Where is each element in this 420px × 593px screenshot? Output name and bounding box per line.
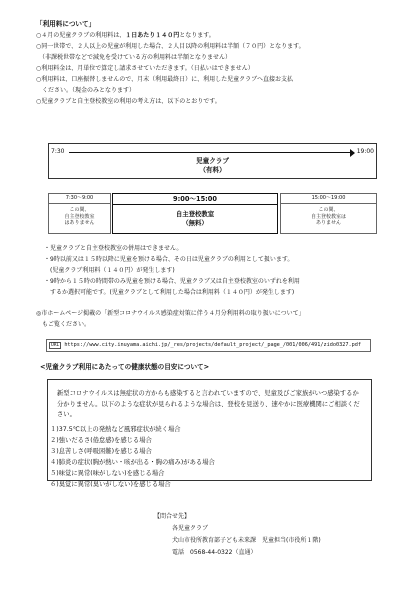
childcare-timeline xyxy=(48,143,377,179)
morning-box xyxy=(48,193,111,234)
symptom-item: ４)肺炎の症状(胸が熱い・咳が出る・胸の痛み)がある場合 xyxy=(50,459,215,466)
timeline-line xyxy=(69,152,354,153)
arrow-right-icon xyxy=(350,149,355,157)
health-title: <児童クラブ利用にあたっての健康状態の目安について> xyxy=(40,363,210,371)
morning-note: この間、 自主登校教室 はありません xyxy=(64,207,95,226)
timeline-label: 児童クラブ （有料） xyxy=(196,157,229,174)
timeline-end: 19:00 xyxy=(356,148,374,155)
contact-org: 各児童クラブ xyxy=(172,525,209,532)
url-tag: URL xyxy=(51,343,60,348)
fee-item: ください。（現金のみとなります） xyxy=(36,87,136,94)
afternoon-box xyxy=(280,193,377,234)
symptom-item: ６)臭覚に異常(臭いがしない)を感じる場合 xyxy=(50,481,171,488)
afternoon-time: 15:00〜19:00 xyxy=(281,194,376,204)
fee-item: （非課税世帯などで減免を受けている方の利用料は半額となりません） xyxy=(36,54,232,61)
usage-bullet: (児童クラブ利用料（１４０円）が発生します) xyxy=(44,267,175,274)
contact-phone: 電話 0568-44-0322（直通） xyxy=(172,549,257,556)
health-intro: 新型コロナウイルスは無症状の方からも感染すると言われていますので、児童及びご家族がいつ感染するか分かりません。以下のような症状が見られるような場合は、登校を見送り、速やかに医療機関にご相談ください。 xyxy=(57,390,360,418)
contact-dept: 犬山市役所教育部子ども未来課 児童担当(市役所１階) xyxy=(172,537,321,544)
url-text[interactable]: https://www.city.inuyama.aichi.jp/_res/projects/default_project/_page_/001/006/491/zido0327.pdf xyxy=(64,342,362,348)
fee-item: ○利用料金は、月単位で算定し請求させていただきます。（日払いはできません） xyxy=(36,65,254,72)
symptom-item: １)37.5℃以上の発熱など風邪症状が続く場合 xyxy=(50,426,181,433)
fee-item: ○４月の児童クラブの利用料は、１日あたり１４０円となります。 xyxy=(36,32,215,39)
symptom-item: ３)息苦しさ(呼吸困難)を感じる場合 xyxy=(50,448,152,455)
afternoon-note: この間、 自主登校教室は ありません xyxy=(310,207,346,226)
self-study-label: 自主登校教室 （無料） xyxy=(175,210,215,227)
usage-bullet: ・9時から１５時の時間帯のみ児童を預ける場合、児童クラブ又は自主登校教室のいずれを利用 xyxy=(44,278,300,285)
fee-item: ○同一世帯で、２人以上の児童が利用した場合、２人目以降の利用料は半額（７０円）となります。 xyxy=(36,43,305,50)
fee-item: ○利用料は、口座振替しませんので、月末（利用最終日）に、利用した児童クラブへ直接お支払 xyxy=(36,76,293,83)
url-link[interactable] xyxy=(46,339,371,352)
usage-bullet: するか選択可能です。(児童クラブとして利用した場合は利用料（１４０円）が発生します) xyxy=(44,289,295,296)
symptom-item: ５)味覚に異常(味がしない)を感じる場合 xyxy=(50,470,165,477)
symptom-item: ２)強いだるさ(倦怠感)を感じる場合 xyxy=(50,437,152,444)
timeline-start: 7:30 xyxy=(51,148,65,155)
homepage-note: もご覧ください。 xyxy=(36,321,91,328)
usage-bullet: ・児童クラブと自主登校教室の併用はできません。 xyxy=(44,245,183,252)
contact-header: 【問合せ先】 xyxy=(154,513,191,520)
self-study-time: 9:00〜15:00 xyxy=(113,194,277,205)
fee-item: ○児童クラブと自主登校教室の利用の考え方は、以下のとおりです。 xyxy=(36,98,221,105)
self-study-box xyxy=(112,193,278,234)
morning-time: 7:30〜9:00 xyxy=(49,194,110,204)
usage-bullet: ・9時以前又は１５時以降に児童を預ける場合、その日は児童クラブの利用として扱います。 xyxy=(44,256,294,263)
homepage-note: ◎市ホームページ掲載の「新型コロナウイルス感染症対策に伴う４月分利用料の取り扱いについて」 xyxy=(36,310,305,317)
section-title: 「利用料について」 xyxy=(36,20,96,28)
